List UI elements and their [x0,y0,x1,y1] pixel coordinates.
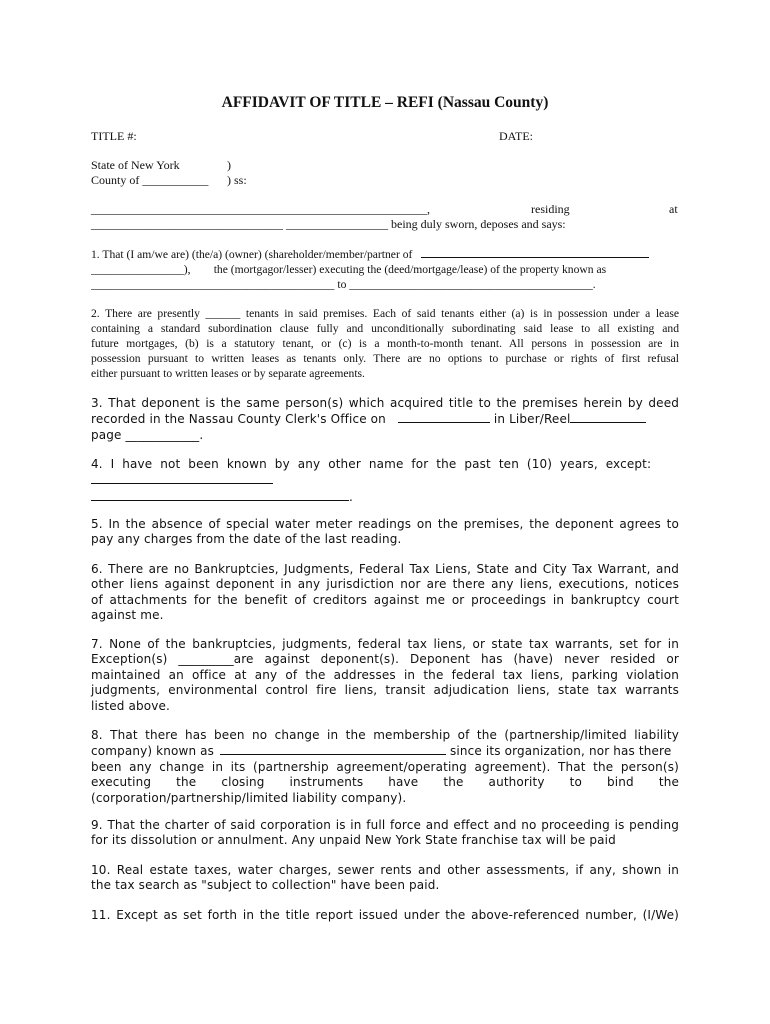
venue-paren: ) [227,158,231,172]
p8-line5: (corporation/partnership/limited liability company). [91,790,407,805]
paragraph-10 [91,863,679,894]
p9-line1: 9. That the charter of said corporation is in full force and effect and no proceeding is pending [91,818,679,832]
p4-line3: . [91,489,679,505]
paragraph-6 [91,562,679,624]
p10-line1: 10. Real estate taxes, water charges, sewer rents and other assessments, if any, shown in [91,863,679,877]
venue-state: State of New York [91,158,180,172]
p2-line5: either pursuant to written leases or by separate agreements. [91,367,365,380]
p3-line2: recorded in the Nassau County Clerk's Office on in Liber/Reel [91,411,679,427]
venue-ss: ) ss: [227,173,247,187]
paragraph-8 [91,728,679,806]
p1-line3: __________________________________________ to __________________________________________. [91,278,596,291]
p5-line2: pay any charges from the date of the last reading. [91,532,402,547]
title-number-label: TITLE #: [91,129,137,143]
p8-line2: company) known as since its organization, nor has there [91,744,672,759]
residing-label: residing [531,202,570,216]
p7-line5: listed above. [91,698,171,713]
p10-line2: the tax search as "subject to collection" have been paid. [91,878,440,893]
paragraph-3 [91,396,679,443]
p3-line3: page ____________. [91,427,204,442]
document-title: AFFIDAVIT OF TITLE – REFI (Nassau County) [221,94,549,111]
paragraph-1 [91,246,679,292]
p3-line1: 3. That deponent is the same person(s) which acquired title to the premises herein by deed [91,396,679,410]
paragraph-4 [91,457,679,505]
p4-line1: 4. I have not been known by any other name for the past ten (10) years, except: [91,457,652,471]
p7-line4: judgments, environmental control fire liens, transit adjudication liens, state tax warrants [91,683,679,698]
p1-line2: ________________), the (mortgagor/lesser) executing the (deed/mortgage/lease) of the property known as [91,263,607,276]
p1-line1: 1. That (I am/we are) (the/a) (owner) (shareholder/member/partner of [91,246,679,262]
paragraph-7 [91,637,679,714]
p2-line3: future mortgages, (b) is a statutory tenant, or (c) is a month-to-month tenant. All persons in possession are in [91,337,679,350]
at-label: at [669,202,678,216]
p11-line1: 11. Except as set forth in the title report issued under the above-referenced number, (I/We) [91,908,679,922]
p2-line2: containing a standard subordination clause fully and unconditionally subordinating said lease to all existing and [91,322,679,335]
paragraph-2 [91,306,679,381]
date-label: DATE: [499,129,533,143]
p2-line4: possession pursuant to written leases as tenants only. There are no options to purchase or rights of first refusal [91,352,679,365]
p8-line3: been any change in its (partnership agreement/operating agreement). That the person(s) [91,759,679,774]
p9-line2: for its dissolution or annulment. Any unpaid New York State franchise tax will be paid [91,833,616,848]
venue-county: County of ___________ [91,173,209,187]
p7-line2: Exception(s) _________are against deponent(s). Deponent has (have) never resided or [91,652,679,667]
p6-line4: against me. [91,608,164,623]
p7-line1: 7. None of the bankruptcies, judgments, federal tax liens, or state tax warrants, set for in [91,637,679,651]
paragraph-5 [91,517,679,548]
paragraph-9 [91,818,679,849]
p6-line2: other liens against deponent in any jurisdiction nor are there any liens, executions, notices [91,577,679,592]
p6-line1: 6. There are no Bankruptcies, Judgments, Federal Tax Liens, State and City Tax Warrant, and [91,562,679,576]
p8-line4: executing the closing instruments have the authority to bind the [91,775,679,790]
p5-line1: 5. In the absence of special water meter readings on the premises, the deponent agrees to [91,517,679,531]
deponent-name-blank: ________________________________________________________, [91,202,430,216]
p8-line1: 8. That there has been no change in the membership of the (partnership/limited liability [91,728,679,742]
p4-line2 [91,472,679,488]
p2-line1: 2. There are presently ______ tenants in said premises. Each of said tenants either (a) is in possession under a lease [91,307,679,320]
p7-line3: maintained an office at any of the addresses in the federal tax liens, parking violation [91,667,679,682]
p6-line3: of attachments for the benefit of creditors against me or proceedings in bankruptcy court [91,592,679,607]
sworn-line: ________________________________ _________________ being duly sworn, deposes and says: [91,217,566,231]
paragraph-11 [91,908,679,923]
